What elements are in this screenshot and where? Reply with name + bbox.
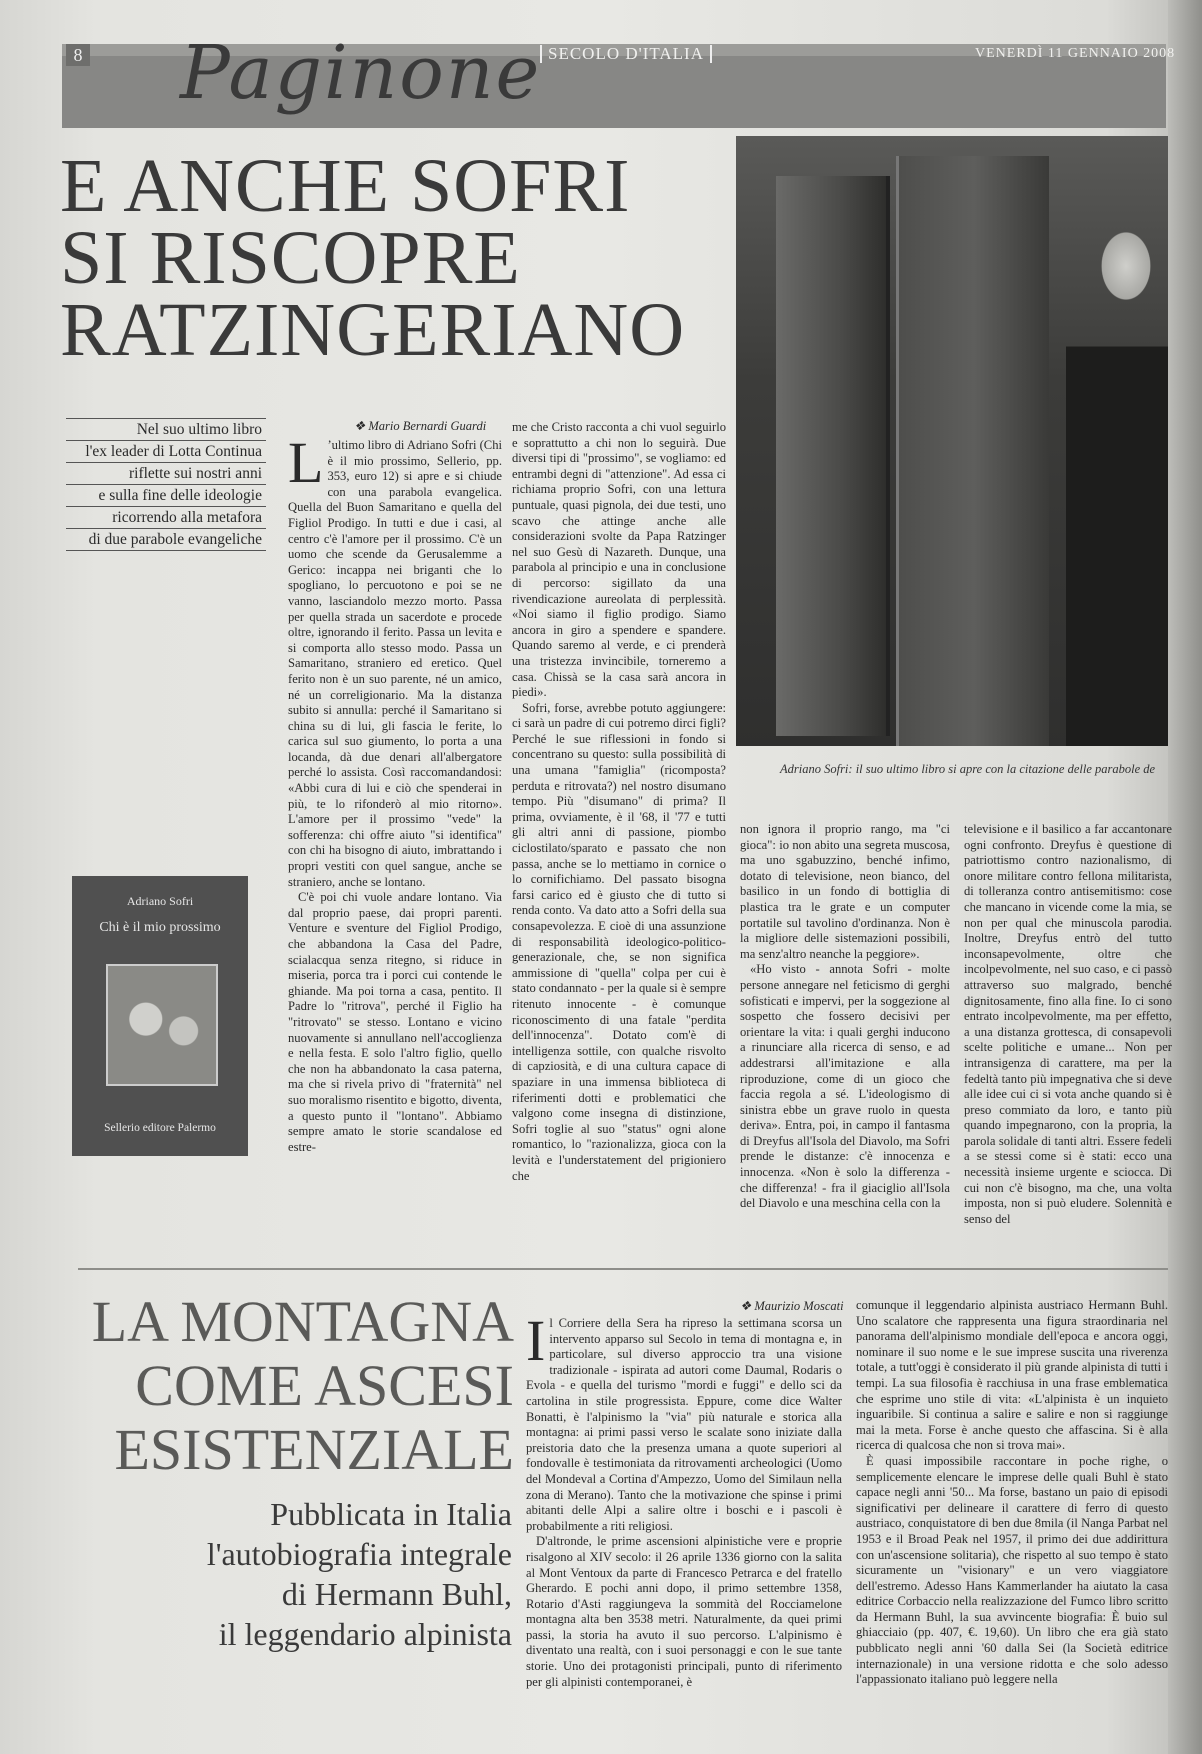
column-1-paragraph-2: C'è poi chi vuole andare lontano. Via dal proprio paese, dai propri parenti. Venture e sventure del Figliol Prodigo, che abbandona la Casa del Padre, scialacqua senza ritegno, si riduce in miseria, porca tra i porci cui contende le ghiande. Ma poi torna a casa, pentito. Il Padre lo "ritrova", perché il Figlio ha "ritrovato" se stesso. Lontano e vicino nuovamente si annullano nell'accoglienza e nella festa. E solo l'altro figlio, quello che non ha abbandonato la casa paterna, ma che si rivela privo di "fraternità" nel suo moralismo risentito e bigotto, diventa, a questo punto il "lontano". Abbiamo sempre amato le storie scandalose ed estre- [288, 890, 502, 1154]
article-column-3 [740, 822, 950, 1212]
second-article-byline: ❖ Maurizio Moscati [740, 1299, 844, 1313]
page-spine-shadow [1168, 0, 1202, 1754]
photo-person [1066, 176, 1168, 746]
second-column-1-paragraph-2: D'altronde, le prime ascensioni alpinistiche vere e proprie risalgono al XIV secolo: il 26 aprile 1336 giorno con la salita al Mont Ventoux da parte di Francesco Petrarca e del fratello Gherardo. E pochi anni dopo, il primo settembre 1358, Rotario d'Asti raggiungeva la sommità del Rocciamelone montagna alta ben 3538 metri. Naturalmente, da quei primi passi, la storia ha avuto il suo percorso. L'alpinismo è diventato una realtà, con i suoi personaggi e con le sue tante storie. Uno dei protagonisti principali, punto di riferimento per gli alpinisti contemporanei, è [526, 1534, 842, 1689]
byline-text: Maurizio Moscati [754, 1299, 844, 1313]
column-3-paragraph-2: «Ho visto - annota Sofri - molte persone annegare nel feticismo di gerghi sofisticati e impervi, per la soggezione al sospetto che fossero decisivi per orientare la vita: i quali gerghi inducono a rinunciare alla ricerca di senso, e ad addestrarsi all'imitazione e alla riproduzione, come di un gioco che faccia regola a sé. L'ideologismo di sinistra ebbe un grave ruolo in questa deriva». Entra, poi, in campo il fantasma di Dreyfus all'Isola del Diavolo, ma Sofri prende le distanze: c'è innocenza e innocenza. «Non è solo la differenza - che differenza! - fra il giaciglio all'Isola del Diavolo e una meschina cella con la [740, 962, 950, 1211]
deck-line: Nel suo ultimo libro [66, 418, 266, 441]
book-title: Chi è il mio prossimo [99, 920, 221, 935]
main-headline: E ANCHE SOFRI SI RISCOPRE RATZINGERIANO [60, 144, 686, 372]
drop-cap: L [288, 430, 324, 495]
second-article-column-1 [526, 1308, 842, 1690]
book-cover-illustration [106, 964, 218, 1086]
page-number: 8 [66, 44, 90, 66]
second-article-column-2 [856, 1298, 1168, 1688]
article-column-2 [512, 420, 726, 1184]
issue-date: VENERDÌ 11 GENNAIO 2008 [975, 46, 1176, 61]
photo-adriano-sofri [736, 136, 1168, 746]
deck-line: riflette sui nostri anni [66, 463, 266, 485]
second-column-2-paragraph-2: È quasi impossibile raccontare in poche righe, o semplicemente elencare le imprese delle quali Buhl è stato capace negli anni '50... Ma forse, bastano un paio di episodi significativi per delineare il carattere di ferro di questo austriaco, conquistatore di ben due 8mila (il Nanga Parbat nel 1953 e il Broad Peak nel 1957, il primo dei due addirittura con un'ascensione solitaria), che rispetto al suo tempo è stato sicuramente un "visionary" e un vero viaggiatore dell'estremo. Adesso Hans Kammerlander ha aiutato la casa editrice Corbaccio nella realizzazione del Fumco libro scritto da Hermann Buhl, la sua avvincente biografia: È buio sul ghiacciaio (pp. 407, €. 19,60). Un libro che era già stato pubblicato negli anni '60 dalla Sei (la Società editrice internazionale) in una versione ridotta e che solo adesso l'appassionato italiano può leggere nella [856, 1453, 1168, 1687]
column-3-text: non ignora il proprio rango, ma "ci gioca": io non abito una segreta muscosa, ma uno sgabuzzino, benché infimo, dotato di televisione, neon bianco, del basilico in un fondo di bottiglia di plastica tra le grate e un computer portatile sul tavolino d'ordinanza. Non è la migliore delle sistemazioni possibili, ma senz'altro neanche la peggiore». [740, 822, 950, 961]
column-2-paragraph-2: Sofri, forse, avrebbe potuto aggiungere: ci sarà un padre di cui potremo dirci figli? Perché le sue riflessioni in fondo si concentrano su questo: sulla possibilità di una umana "famiglia" (ricomposta? perduta e ritrovata?) nel nostro disumano tempo. Più "disumano" di prima? Il prima, ovviamente, è il '68, il '77 e tutti gli altri anni di passione, piombo ciclostilato/sparato e passato che non passa, anche se lo mettiamo in cornice o lo cornifichiamo. Del passato bisogna farsi carico ed è giusto che di tutto si renda conto. Va dato atto a Sofri della sua consapevolezza. E cioè di una assunzione di responsabilità ideologico-politico-generazionale, che, se non significa ammissione di "quella" colpa per cui è stato condannato - per la quale si è sempre ritenuto innocente - è comunque riconoscimento di una fatale "perdita dell'innocenza". Dotato com'è di intelligenza sottile, con qualche risvolto di capziosità, e di una cultura capace di spaziare in una immensa biblioteca di riferimenti dotti e problematici che valgono come insegna di distinzione, Sofri toglie al suo "status" ogni alone romantico, lo "razionalizza, gioca con la levità e l'understatement del prigioniero che [512, 700, 727, 1183]
book-author: Adriano Sofri [126, 894, 194, 908]
second-column-2-text: comunque il leggendario alpinista austriaco Hermann Buhl. Uno scalatore che rappresenta una figura straordinaria nel panorama dell'alpinismo mondiale dell'epoca e ancora oggi, nominare il suo nome e le sue imprese suscita una riverenza totale, a tutt'oggi è considerato il più grande alpinista di tutti i tempi. La sua filosofia è racchiusa in una frase emblematica che esprime uno stile di vita: «L'alpinista è un inquieto inguaribile. Si continua a salire e salire e non si raggiunge mai la meta. Forse è anche questo che affascina. Si è alla ricerca di qualcosa che non si trova mai». [856, 1298, 1168, 1453]
book-publisher: Sellerio editore Palermo [104, 1122, 216, 1134]
photo-door-left [776, 176, 890, 736]
column-4-text: televisione e il basilico a far accantonare ogni confronto. Dreyfus è questione di patriottismo contro nazionalismo, di onore militare contro fellona militarista, di tolleranza contro antisemitismo: cose che mancano in vicende come la mia, se non per qual che minuscola parodia. Inoltre, Dreyfus entrò del tutto inconsapevolmente, oltre che incolpevolmente, nel suo caso, e ci passò attraverso suo malgrado, benché dignitosamente, fino alla fine. Io ci sono entrato incolpevolmente, ma per effetto, a una distanza grottesca, di consapevoli scelte politiche e umane... Non per intransigenza di carattere, ma per la fedeltà tanto più impegnativa che si deve alle idee cui ci si vota anche quando si è preso commiato da loro, e tanto più quando impegnarono, con la propria, la parola solidale di tanti altri. Essere fedeli a se stessi come si è stati: ecco una necessità insieme urgente e sciocca. Di cui non c'è bisogno, ma che, una volta imposta, non si può eludere. Solennità e senso del [964, 822, 1172, 1226]
photo-door-right [896, 156, 1049, 746]
book-cover [72, 876, 248, 1156]
deck-line: l'ex leader di Lotta Continua [66, 441, 266, 463]
article-column-1 [288, 430, 502, 1155]
drop-cap: I [526, 1308, 546, 1373]
column-2-text: me che Cristo racconta a chi vuol seguirlo e soprattutto a chi non lo seguirà. Due diversi tipi di "prossimo", se vogliamo: ed entrambi degni di "attenzione". Ad essa ci richiama proprio Sofri, con una lettura puntuale, quasi pignola, dei due testi, uno scavo che attinge anche alle considerazioni svolte da Papa Ratzinger nel suo Gesù di Nazareth. Dunque, una parabola al principio e una in conclusione di percorso: sigillato da una rivendicazione aureolata di perplessità. «Noi siamo il figlio prodigo. Siamo ancora in giro a spendere e spandere. Quando saremo al verde, e ci prenderà una tristezza invincibile, torneremo a casa. Chissà se la casa sarà ancora in piedi». [512, 420, 726, 700]
article-column-4 [964, 822, 1172, 1227]
second-article-deck: Pubblicata in Italia l'autobiografia integrale di Hermann Buhl, il leggendario alpinista [206, 1496, 512, 1652]
second-headline: LA MONTAGNA COME ASCESI ESISTENZIALE [91, 1289, 514, 1482]
section-title: Paginone [180, 30, 542, 116]
byline-text: Mario Bernardi Guardi [368, 419, 487, 433]
photo-caption: Adriano Sofri: il suo ultimo libro si apre con la citazione delle parabole de [780, 762, 1156, 776]
article-deck [66, 418, 266, 551]
column-1-text: ’ultimo libro di Adriano Sofri (Chi è il mio prossimo, Sellerio, pp. 353, euro 12) si apre e si chiude con una parabola evangelica. Quella del Buon Samaritano e quella del Figliol Prodigo. In tutti e due i casi, al centro c'è l'amore per il prossimo. C'è un uomo che scende da Gerusalemme a Gerico: incappa nei briganti che lo spogliano, lo percuotono e poi se ne vanno, lasciandolo mezzo morto. Passa per quella strada un sacerdote e procede oltre, ignorando il ferito. Passa un levita e si comporta allo stesso modo. Passa un Samaritano, straniero ed eretico. Quel ferito non è un suo parente, né un amico, né un correligionario. Ma la distanza subito si annulla: perché il Samaritano si china su di lui, gli fascia le ferite, lo carica sul suo giumento, lo porta a una locanda, dà due denari all'albergatore perché lo assista. Così raccomandandosi: «Abbi cura di lui e ciò che spenderai in più, te lo rifonderò al mio ritorno». L'amore per il prossimo "vede" la sofferenza: chi offre aiuto "si identifica" con chi ha bisogno di aiuto, imbrattando i propri vestiti con quel sangue, anche se straniero, anche se lontano. [288, 438, 502, 889]
second-column-1-text: l Corriere della Sera ha ripreso la settimana scorsa un intervento apparso sul Secolo in tema di montagna e, in particolare, sul diverso approccio tra una visione tradizionale - ispirata ad autori come Daumal, Rodaris o Evola - e quella del turismo "mordi e fuggi" e dello sci da cartolina in stile progressista. Eppure, come dice Walter Bonatti, è l'alpinismo la "via" più naturale e storica alla montagna: ai primi passi verso le scalate sono iniziate dalla preistoria dato che la presenza umana a quote superiori al fondovalle è testimoniata da ritrovamenti archeologici (Uomo del Mondeval a Cortina d'Ampezzo, Uomo del Similaun nella zona di Merano). Tanto che la motivazione che spinse i primi abitanti delle Alpi a salire oltre i boschi e i pascoli è probabilmente a riti religiosi. [526, 1316, 842, 1533]
masthead: SECOLO D'ITALIA [540, 45, 712, 63]
deck-line: ricorrendo alla metafora [66, 507, 266, 529]
article-divider [78, 1268, 1168, 1270]
deck-line: e sulla fine delle ideologie [66, 485, 266, 507]
article-byline: ❖ Mario Bernardi Guardi [354, 419, 487, 433]
deck-line: di due parabole evangeliche [66, 529, 266, 551]
